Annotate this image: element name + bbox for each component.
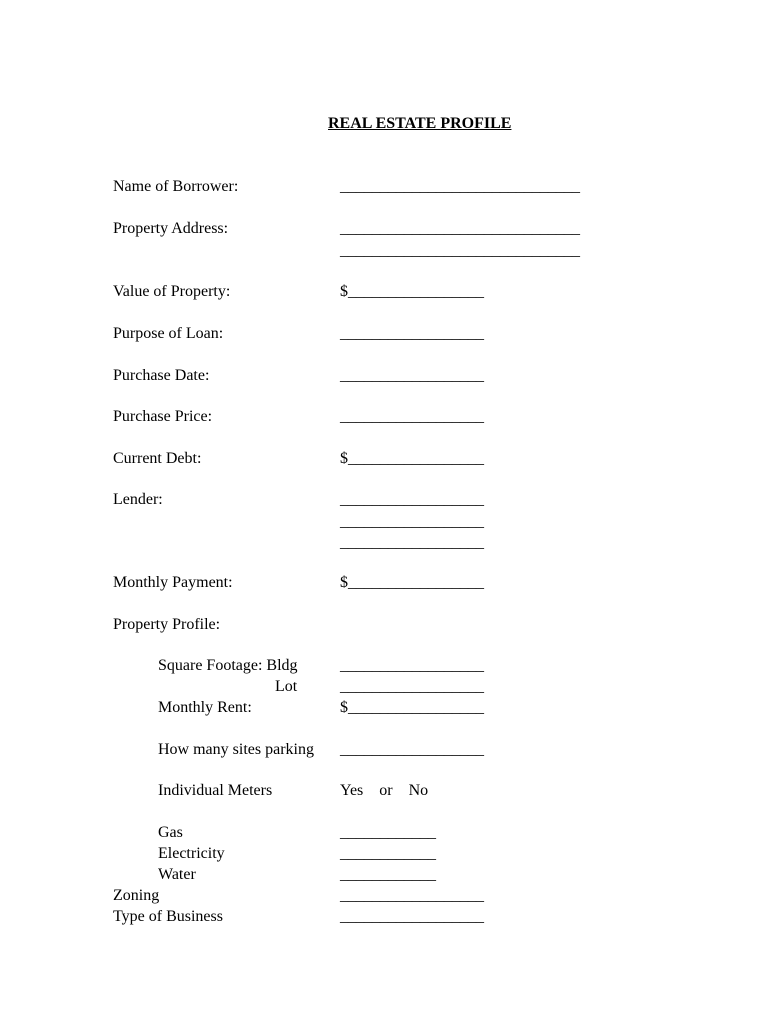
purchase-price-field[interactable]: __________________ xyxy=(340,408,484,425)
lender-label: Lender: xyxy=(113,491,163,508)
water-field[interactable]: ____________ xyxy=(340,866,436,883)
monthly-payment-field[interactable]: $_________________ xyxy=(340,574,484,591)
value-field[interactable]: $_________________ xyxy=(340,283,484,300)
purpose-field[interactable]: __________________ xyxy=(340,325,484,342)
lender-field-line-2[interactable]: __________________ xyxy=(340,513,484,530)
parking-label: How many sites parking xyxy=(158,741,314,758)
address-field-line-2[interactable]: ______________________________ xyxy=(340,242,580,259)
parking-field[interactable]: __________________ xyxy=(340,741,484,758)
lender-field-line-3[interactable]: __________________ xyxy=(340,534,484,551)
current-debt-label: Current Debt: xyxy=(113,450,202,467)
value-label: Value of Property: xyxy=(113,283,231,300)
zoning-label: Zoning xyxy=(113,887,160,904)
borrower-field[interactable]: ______________________________ xyxy=(340,178,580,195)
current-debt-field[interactable]: $_________________ xyxy=(340,450,484,467)
water-label: Water xyxy=(158,866,196,883)
type-of-business-field[interactable]: __________________ xyxy=(340,908,484,925)
address-field-line-1[interactable]: ______________________________ xyxy=(340,220,580,237)
monthly-rent-label: Monthly Rent: xyxy=(158,699,252,716)
monthly-payment-label: Monthly Payment: xyxy=(113,574,233,591)
electricity-field[interactable]: ____________ xyxy=(340,845,436,862)
purchase-date-label: Purchase Date: xyxy=(113,367,210,384)
purchase-date-field[interactable]: __________________ xyxy=(340,367,484,384)
property-profile-heading: Property Profile: xyxy=(113,616,221,633)
lot-label: Lot xyxy=(275,678,298,695)
square-footage-lot-field[interactable]: __________________ xyxy=(340,678,484,695)
page-title: REAL ESTATE PROFILE xyxy=(328,115,512,132)
gas-field[interactable]: ____________ xyxy=(340,824,436,841)
lender-field-line-1[interactable]: __________________ xyxy=(340,491,484,508)
square-footage-label: Square Footage: Bldg xyxy=(158,657,298,674)
square-footage-bldg-field[interactable]: __________________ xyxy=(340,657,484,674)
electricity-label: Electricity xyxy=(158,845,225,862)
monthly-rent-field[interactable]: $_________________ xyxy=(340,699,484,716)
address-label: Property Address: xyxy=(113,220,229,237)
zoning-field[interactable]: __________________ xyxy=(340,887,484,904)
individual-meters-label: Individual Meters xyxy=(158,782,273,799)
borrower-label: Name of Borrower: xyxy=(113,178,239,195)
purpose-label: Purpose of Loan: xyxy=(113,325,224,342)
gas-label: Gas xyxy=(158,824,183,841)
type-of-business-label: Type of Business xyxy=(113,908,223,925)
individual-meters-yes-no[interactable]: Yes or No xyxy=(340,782,429,799)
purchase-price-label: Purchase Price: xyxy=(113,408,213,425)
